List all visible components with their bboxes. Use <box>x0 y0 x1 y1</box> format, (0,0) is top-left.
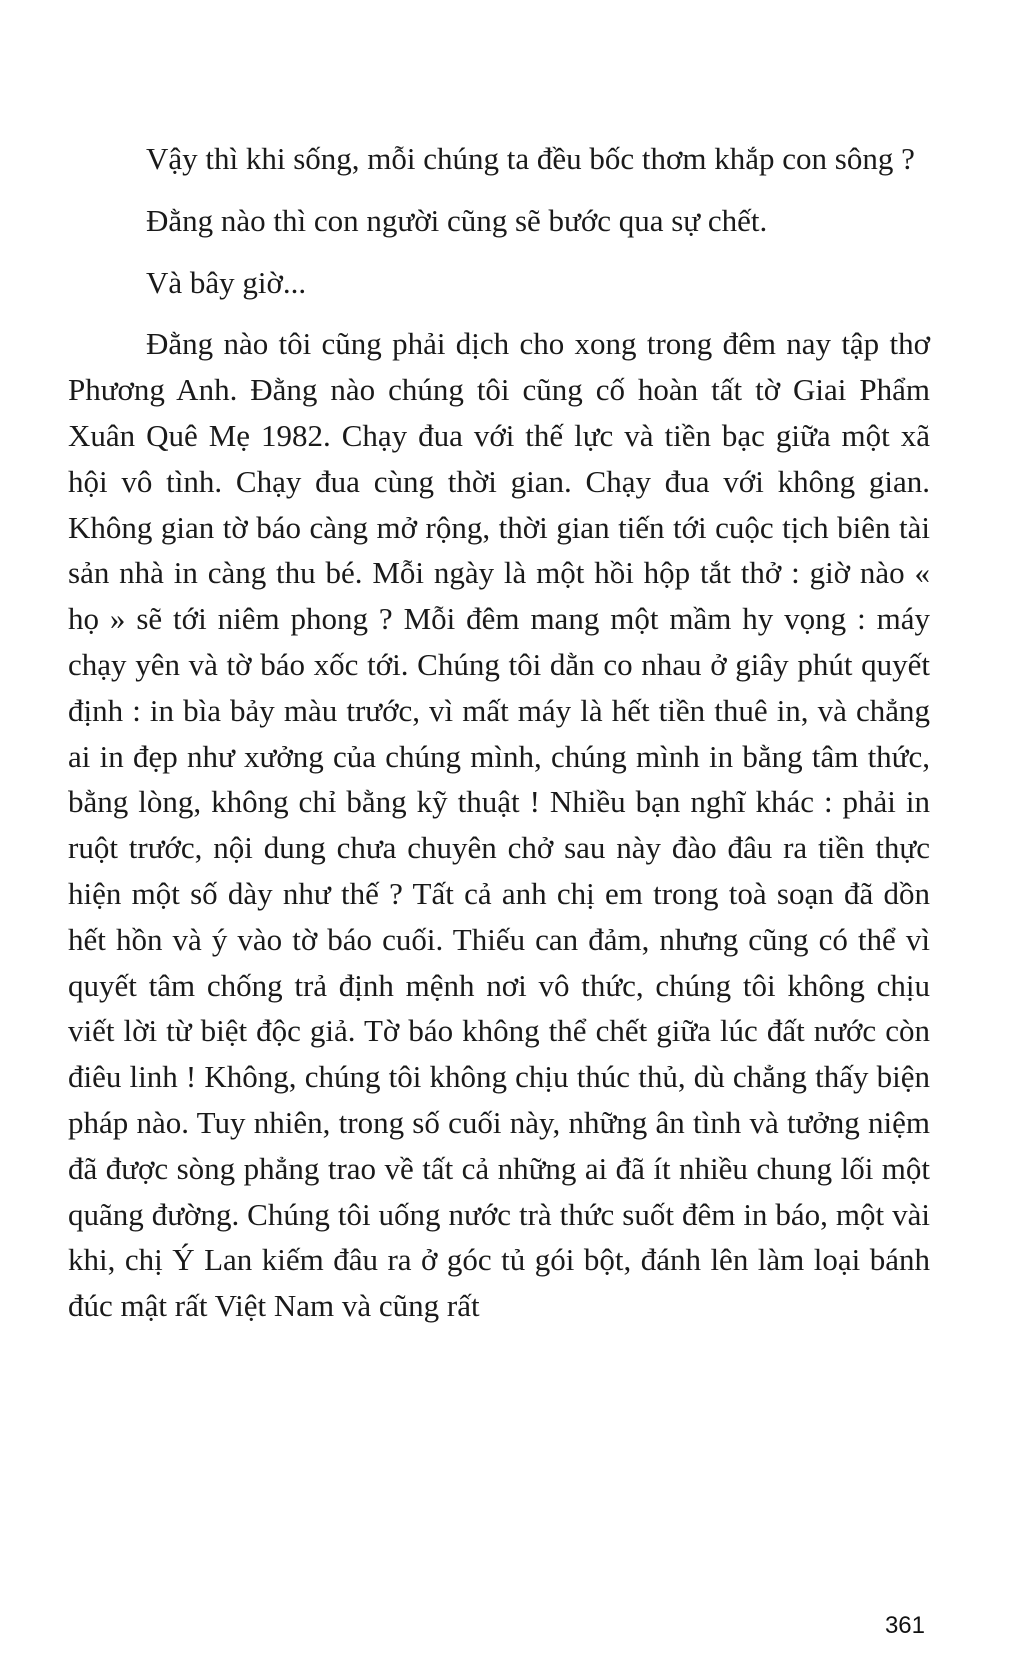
page-number: 361 <box>884 1612 925 1639</box>
paragraph-1: Vậy thì khi sống, mỗi chúng ta đều bốc thơm khắp con sông ? <box>146 141 915 176</box>
paragraph-2: Đằng nào thì con người cũng sẽ bước qua sự chết. <box>146 202 768 238</box>
paragraph-3: Và bây giờ... <box>146 264 307 300</box>
paragraph-4: Đằng nào tôi cũng phải dịch cho xong trong đêm nay tập thơ Phương Anh. Đằng nào chúng tôi cũng cố hoàn tất tờ Giai Phẩm Xuân Quê Mẹ 1982. Chạy đua với thế lực và tiền bạc giữa một xã hội vô tình. Chạy đua cùng thời gian. Chạy đua với không gian. Không gian tờ báo càng mở rộng, thời gian tiến tới cuộc tịch biên tài sản nhà in càng thu bé. Mỗi ngày là một hồi hộp tắt thở : giờ nào « họ » sẽ tới niêm phong ? Mỗi đêm mang một mầm hy vọng : máy chạy yên và tờ báo xốc tới. Chúng tôi dằn co nhau ở giây phút quyết định : in bìa bảy màu trước, vì mất máy là hết tiền thuê in, và chẳng ai in đẹp như xưởng của chúng mình, chúng mình in bằng tâm thức, bằng lòng, không chỉ bằng kỹ thuật ! Nhiều bạn nghĩ khác : phải in ruột trước, nội dung chưa chuyên chở sau này đào đâu ra tiền thực hiện một số dày như thế ? Tất cả anh chị em trong toà soạn đã dồn hết hồn và ý vào tờ báo cuối. Thiếu can đảm, nhưng cũng có thể vì quyết tâm chống trả định mệnh nơi vô thức, chúng tôi không chịu viết lời từ biệt độc giả. Tờ báo không thể chết giữa lúc đất nước còn điêu linh ! Không, chúng tôi không chịu thúc thủ, dù chẳng thấy biện pháp nào. Tuy nhiên, trong số cuối này, những ân tình và tưởng niệm đã được sòng phẳng trao về tất cả những ai đã ít nhiều chung lối một quãng đường. Chúng tôi uống nước trà thức suốt đêm in báo, một vài khi, chị Ý Lan kiếm đâu ra ở góc tủ gói bột, đánh lên làm loại bánh đúc mật rất Việt Nam và cũng rất <box>68 326 930 1324</box>
body-text <box>68 136 930 1329</box>
